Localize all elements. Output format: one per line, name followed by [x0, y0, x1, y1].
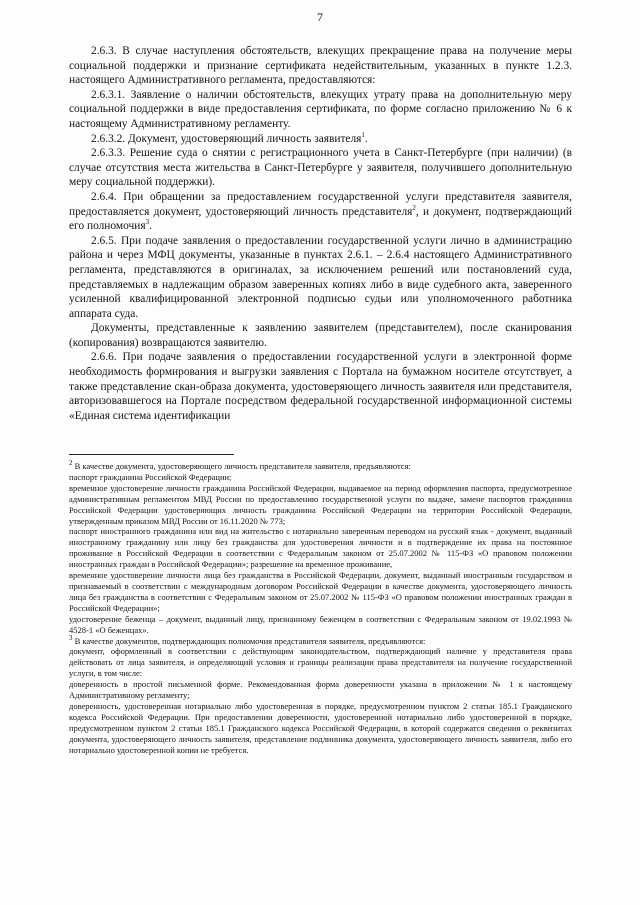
footnote-line: временное удостоверение личности лица без гражданства в Российской Федерации, документ, выданный иностранным государством и признаваемый в соответствии с международным договором Российской Федерации в качестве документа, удостоверяющего личность лица без гражданства в соответствии с Федеральным законом от 25.07.2002 № 115-ФЗ «О правовом положении иностранных граждан в Российской Федерации»; — [69, 570, 572, 613]
footnote-line: паспорт гражданина Российской Федерации; — [69, 471, 232, 482]
paragraph: Документы, представленные к заявлению заявителем (представителем), после сканирования (копирования) возвращаются заявителю. — [69, 322, 572, 349]
paragraph: 2.6.5. При подаче заявления о предоставлении государственной услуги лично в администрацию района и через МФЦ документы, указанные в пунктах 2.6.1. – 2.6.4 настоящего Административного регламента, представляются в оригиналах, за исключением решений или постановлений суда, представляемых в надлежащим образом заверенных копиях либо в виде судебного акта, заверенного усиленной квалифицированной электронной подписью судьи или уполномоченного работника аппарата суда. — [69, 234, 572, 320]
footnote-line: документ, оформленный в соответствии с действующим законодательством, подтверждающий наличие у представителя права действовать от лица заявителя, и определяющий условия и границы реализации права представителя на получение государственной услуги, в том числе: — [69, 646, 572, 679]
paragraph: 2.6.3.1. Заявление о наличии обстоятельств, влекущих утрату права на дополнительную меру социальной поддержки в виде предоставления сертификата, по форме согласно приложению № 6 к настоящему Административному регламенту. — [69, 88, 572, 130]
footnote-ref: 2 — [412, 203, 416, 212]
footnote: $^3$ В качестве документов, подтверждающих полномочия представителя заявителя, предъявляются: — [69, 633, 426, 646]
footnote-ref: 3 — [145, 218, 150, 227]
footnote-line: доверенность, удостоверенная нотариально либо удостоверенная в порядке, предусмотренном пунктом 2 статьи 185.1 Гражданского кодекса Российской Федерации. При предоставлении доверенности, удостоверенной нотариально либо удостоверенной в порядке, предусмотренном пунктом 2 статьи 185.1 Гражданского кодекса Российской Федерации, в которой содержатся сведения о реквизитах документа, удостоверяющего личность заявителя, представление подлинника документа, удостоверяющего личность заявителя, либо его нотариально удостоверенной копии не требуется. — [69, 700, 572, 755]
footnotes — [69, 461, 572, 755]
main-text — [69, 44, 572, 423]
footnote-ref: 1 — [361, 130, 365, 139]
paragraph: 2.6.4. При обращении за предоставлением государственной услуги представителя заявителя, предоставляется документ, удостоверяющий личность представителя$^2$, и документ, подтверждающий его полномочия$^3$. — [69, 190, 573, 233]
paragraph: 2.6.3.2. Документ, удостоверяющий личность заявителя$^1$. — [91, 130, 368, 145]
paragraph: 2.6.3.3. Решение суда о снятии с регистрационного учета в Санкт-Петербурге (при наличии) (в случае отсутствия места жительства в Санкт-Петербурге у заявителя, получившего дополнительную меру социальной поддержки). — [69, 147, 572, 189]
footnote-line: временное удостоверение личности гражданина Российской Федерации, выдаваемое на период оформления паспорта, предусмотренное административным регламентом МВД России по предоставлению государственной услуги по выдаче, замене паспортов гражданина Российской Федерации удостоверяющих личность гражданина Российской Федерации на территории Российской Федерации, утвержденным приказом МВД России от 16.11.2020 № 773; — [69, 482, 572, 526]
footnote-line: паспорт иностранного гражданина или вид на жительство с нотариально заверенным переводом на русский язык - документ, выданный иностранному гражданину или лицу без гражданства для удостоверения личности и в подтверждение их права на постоянное проживание в Российской Федерации в соответствии с Федеральным законом от 25.07.2002 № 115-ФЗ «О правовом положении иностранных граждан в Российской Федерации»; разрешение на временное проживание, — [69, 526, 572, 570]
paragraph: 2.6.3. В случае наступления обстоятельств, влекущих прекращение права на получение меры социальной поддержки и признание сертификата недействительным, указанных в пункте 1.2.3. настоящего Административного регламента, предоставляются: — [69, 45, 572, 87]
footnote-line: удостоверение беженца – документ, выданный лицу, признанному беженцем в соответствии с Федеральным законом от 19.02.1993 № 4528-1 «О беженцах». — [69, 613, 572, 635]
footnote-line: доверенность в простой письменной форме. Рекомендованная форма доверенности указана в приложении № 1 к настоящему Административному регламенту; — [69, 679, 572, 701]
footnote: $^2$ В качестве документа, удостоверяющего личность представителя заявителя, предъявляются: — [69, 459, 411, 471]
paragraph: 2.6.6. При подаче заявления о предоставлении государственной услуги в электронной форме необходимость формирования и выгрузки заявления с Портала на бумажном носителе отсутствует, а также представление скан-образа документа, удостоверяющего личность заявителя или представителя, авторизовавшегося на Портале посредством федеральной государственной информационной системы «Единая система идентификации — [69, 351, 572, 422]
page-number: 7 — [317, 10, 323, 24]
footnote-separator — [69, 454, 234, 455]
